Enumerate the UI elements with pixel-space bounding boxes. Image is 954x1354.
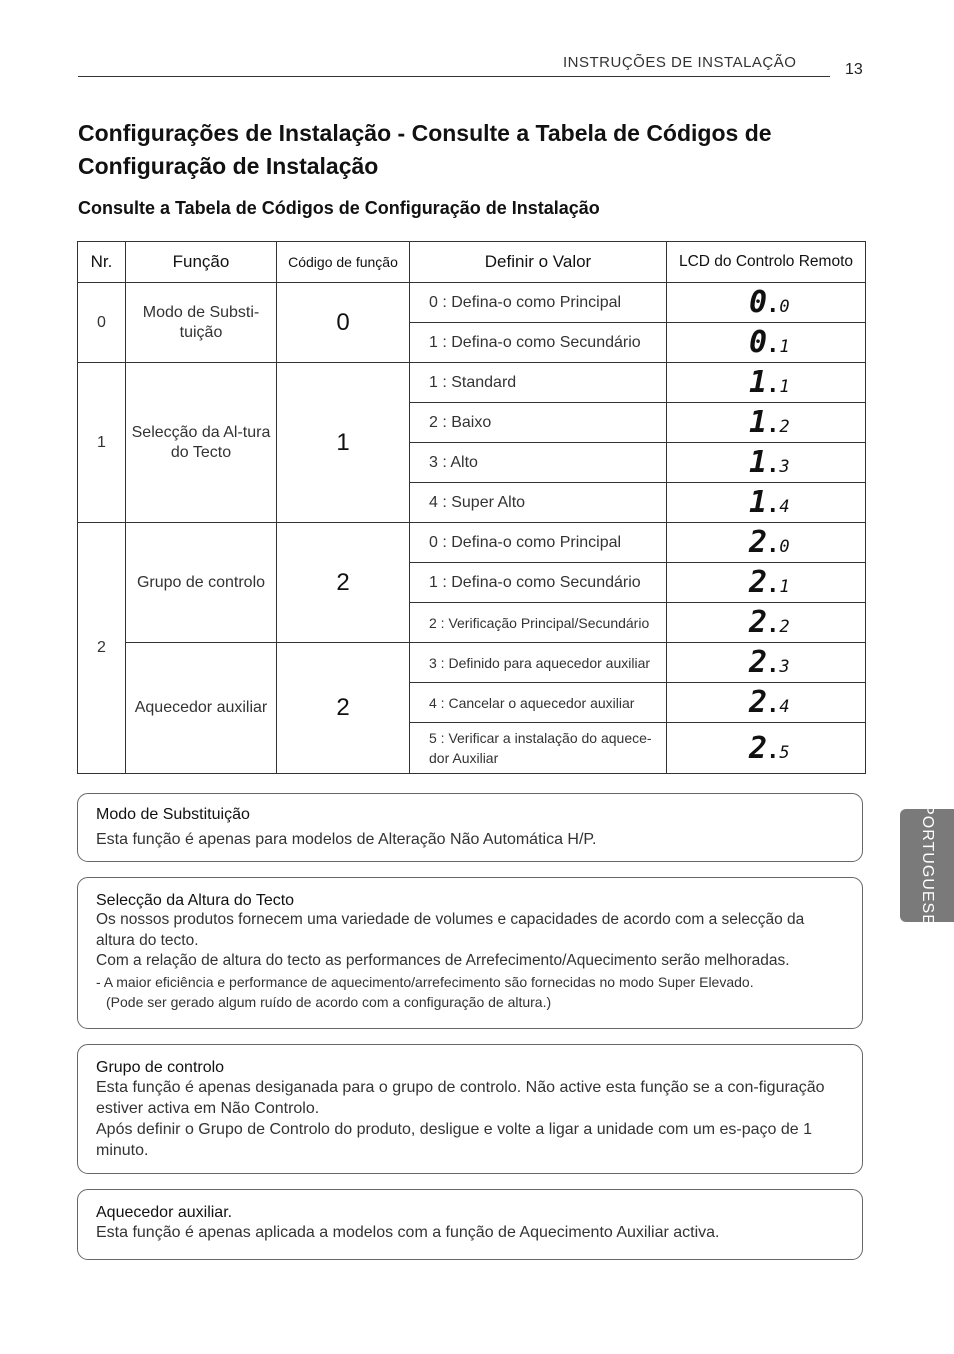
lcd-main-digit: 2 <box>749 605 767 640</box>
lcd-display: 2.0 <box>667 523 866 563</box>
lcd-sub-digit: 3 <box>779 457 790 477</box>
lcd-display: 2.2 <box>667 603 866 643</box>
value-option: 4 : Super Alto <box>410 483 667 523</box>
lcd-display: 2.1 <box>667 563 866 603</box>
lcd-main-digit: 0 <box>749 285 767 320</box>
value-option: 5 : Verificar a instalação do aquece-dor Auxiliar <box>410 723 667 774</box>
lcd-sub-digit: 1 <box>779 377 790 397</box>
note-title: Selecção da Altura do Tecto <box>96 892 295 909</box>
lcd-display: 1.2 <box>667 403 866 443</box>
page-title: Configurações de Instalação - Consulte a Tabela de Códigos de Configuração de Instalação <box>78 120 772 179</box>
note-body: - A maior eficiência e performance de aquecimento/arrefecimento são fornecidas no modo Super Elevado. <box>96 973 754 990</box>
lcd-main-digit: 1 <box>749 365 767 400</box>
lcd-main-digit: 1 <box>749 485 767 520</box>
note-title: Grupo de controlo <box>96 1059 225 1076</box>
value-option: 4 : Cancelar o aquecedor auxiliar <box>410 683 667 723</box>
note-replacement-mode <box>77 793 863 862</box>
lcd-main-digit: 2 <box>749 730 767 766</box>
lcd-main-digit: 2 <box>749 525 767 560</box>
lcd-sub-digit: 4 <box>779 697 790 717</box>
note-body: Após definir o Grupo de Controlo do produto, desligue e volte a ligar a unidade com um es-paço de 1 minuto. <box>96 1121 812 1159</box>
language-side-tab <box>900 804 954 926</box>
lcd-sub-digit: 5 <box>779 742 790 763</box>
function-name: Aquecedor auxiliar <box>126 643 277 774</box>
lcd-sub-digit: 0 <box>779 297 790 317</box>
row-number: 1 <box>78 363 126 523</box>
lcd-sub-digit: 1 <box>779 337 790 357</box>
lcd-main-digit: 1 <box>749 405 767 440</box>
lcd-main-digit: 1 <box>749 445 767 480</box>
function-code: 0 <box>277 283 410 363</box>
lcd-display: 2.3 <box>667 643 866 683</box>
header-section-title: INSTRUÇÕES DE INSTALAÇÃO <box>563 54 797 71</box>
function-name: Modo de Substi-tuição <box>126 283 277 363</box>
note-body: Esta função é apenas para modelos de Alteração Não Automática H/P. <box>96 831 597 848</box>
note-ceiling-height <box>77 877 863 1029</box>
function-name: Grupo de controlo <box>126 523 277 643</box>
table-header-row <box>78 242 866 283</box>
header-set-value: Definir o Valor <box>410 242 667 283</box>
table-row <box>78 363 866 403</box>
lcd-main-digit: 2 <box>749 645 767 680</box>
lcd-display: 1.3 <box>667 443 866 483</box>
row-number: 2 <box>78 523 126 774</box>
note-title: Modo de Substituição <box>96 806 250 823</box>
lcd-display: 1.4 <box>667 483 866 523</box>
lcd-display: 2.4 <box>667 683 866 723</box>
row-number: 0 <box>78 283 126 363</box>
lcd-sub-digit: 0 <box>779 537 790 557</box>
note-body: (Pode ser gerado algum ruído de acordo com a configuração de altura.) <box>106 993 552 1010</box>
note-control-group <box>77 1044 863 1174</box>
lcd-main-digit: 2 <box>749 685 767 720</box>
value-option: 0 : Defina-o como Principal <box>410 283 667 323</box>
header-function-code: Código de função <box>277 242 410 283</box>
section-subtitle: Consulte a Tabela de Códigos de Configuração de Instalação <box>78 198 600 218</box>
lcd-sub-digit: 4 <box>779 497 790 517</box>
note-body: Esta função é apenas desiganada para o grupo de controlo. Não active esta função se a con-figuração estiver activa em Não Controlo. <box>96 1079 825 1117</box>
function-code: 2 <box>277 523 410 643</box>
lcd-main-digit: 2 <box>749 565 767 600</box>
lcd-display: 0.1 <box>667 323 866 363</box>
value-option: 3 : Alto <box>410 443 667 483</box>
note-title: Aquecedor auxiliar. <box>96 1204 233 1221</box>
lcd-sub-digit: 2 <box>779 617 790 637</box>
value-option: 3 : Definido para aquecedor auxiliar <box>410 643 667 683</box>
installation-code-table <box>77 241 866 774</box>
language-label: PORTUGUESE <box>919 804 936 926</box>
lcd-display: 2.5 <box>667 723 866 774</box>
value-option: 2 : Baixo <box>410 403 667 443</box>
note-auxiliary-heater <box>77 1189 863 1260</box>
note-body: Esta função é apenas aplicada a modelos com a função de Aquecimento Auxiliar activa. <box>96 1224 720 1241</box>
table-row <box>78 283 866 323</box>
header-nr: Nr. <box>78 242 126 283</box>
value-option: 1 : Defina-o como Secundário <box>410 323 667 363</box>
header-divider <box>78 76 830 77</box>
note-body: Com a relação de altura do tecto as performances de Arrefecimento/Aquecimento serão melhoradas. <box>96 952 790 969</box>
value-option: 1 : Defina-o como Secundário <box>410 563 667 603</box>
lcd-main-digit: 0 <box>749 325 767 360</box>
table-row <box>78 523 866 563</box>
function-code: 2 <box>277 643 410 774</box>
function-code: 1 <box>277 363 410 523</box>
page-number: 13 <box>845 61 863 78</box>
header-remote-lcd: LCD do Controlo Remoto <box>667 242 866 283</box>
header-function: Função <box>126 242 277 283</box>
value-option: 0 : Defina-o como Principal <box>410 523 667 563</box>
lcd-display: 0.0 <box>667 283 866 323</box>
value-option: 1 : Standard <box>410 363 667 403</box>
lcd-sub-digit: 3 <box>779 657 790 677</box>
table-row <box>78 643 866 683</box>
lcd-display: 1.1 <box>667 363 866 403</box>
note-body: Os nossos produtos fornecem uma variedade de volumes e capacidades de acordo com a selecção da altura do tecto. <box>96 911 805 949</box>
value-option: 2 : Verificação Principal/Secundário <box>410 603 667 643</box>
lcd-sub-digit: 2 <box>779 417 790 437</box>
function-name: Selecção da Al-tura do Tecto <box>126 363 277 523</box>
lcd-sub-digit: 1 <box>779 577 790 597</box>
